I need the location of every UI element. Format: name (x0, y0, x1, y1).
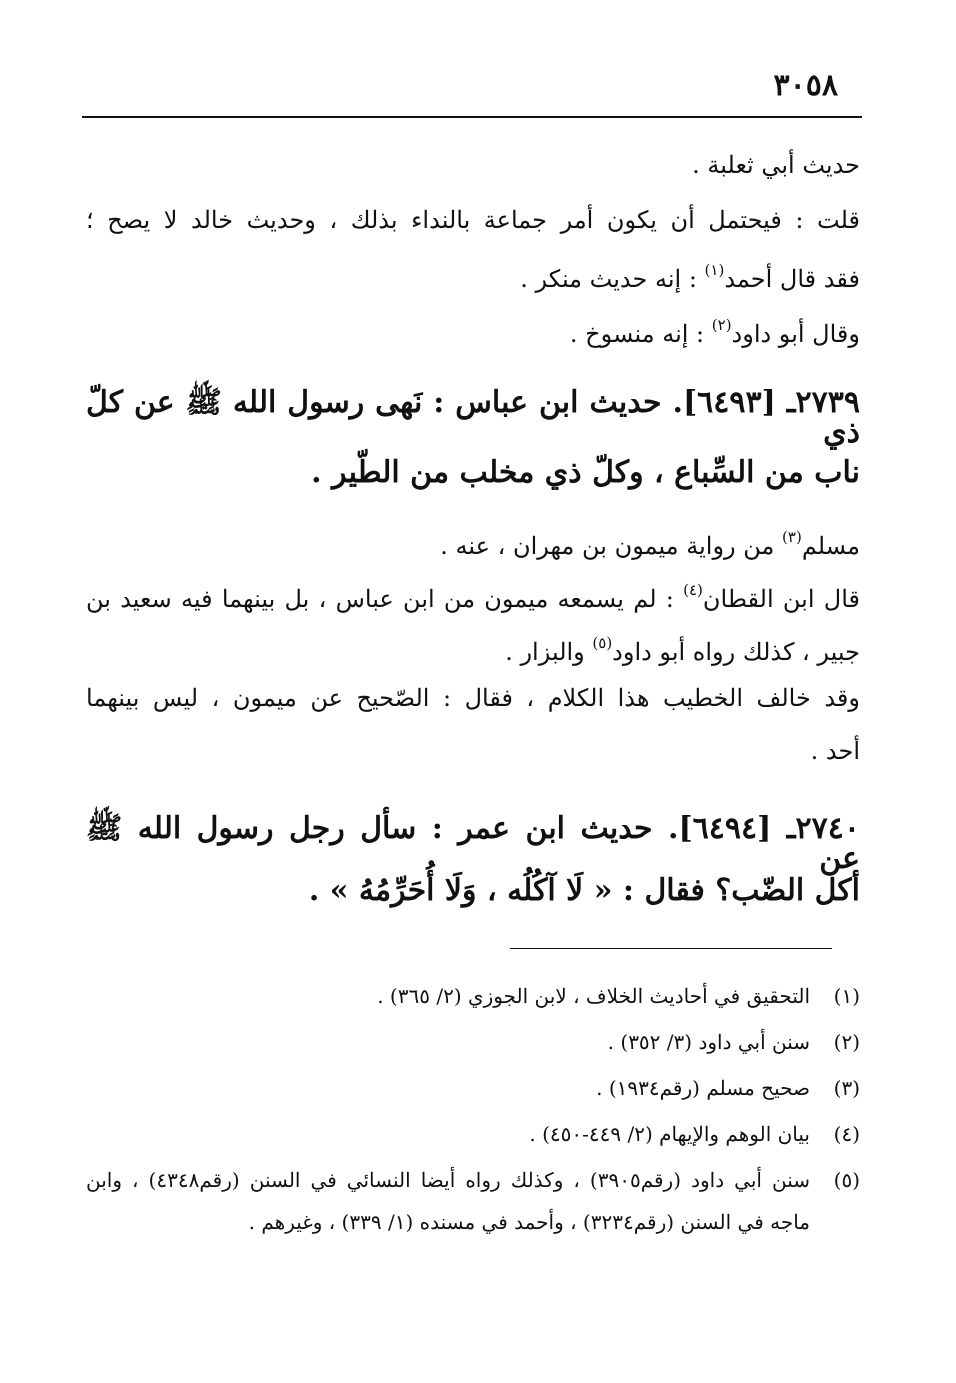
footnote-ref: (٥) (592, 634, 613, 652)
hadith-2740-line-2: أكل الضّب؟ فقال : « لَا آكُلُه ، وَلَا أُحَرِّمُهُ » . (308, 873, 860, 908)
text-segment: وقال أبو داود (731, 320, 860, 348)
hadith-2739-line-2: ناب من السِّباع ، وكلّ ذي مخلب من الطّير . (311, 455, 860, 490)
header-rule (82, 116, 862, 118)
footnote-ref: (٢) (711, 316, 732, 334)
text-segment: : إنه منسوخ . (569, 320, 712, 348)
footnote-4 (529, 1124, 860, 1144)
footnote-3 (596, 1078, 860, 1098)
text-segment: مسلم (801, 532, 860, 560)
footnote-separator (510, 948, 832, 949)
footnote-text: بيان الوهم والإيهام (٢/ ٤٤٩-٤٥٠) . (529, 1122, 810, 1146)
footnote-ref: (٤) (683, 581, 703, 599)
text-segment: : لم يسمعه ميمون من ابن عباس ، بل بينهما فيه سعيد بن (86, 585, 684, 613)
footnote-text: سنن أبي داود (٣/ ٣٥٢) . (607, 1030, 810, 1054)
footnote-number: (٢) (833, 1030, 860, 1054)
footnote-ref: (٣) (782, 528, 802, 546)
footnote-5-continuation: ماجه في السنن (رقم٣٢٣٤) ، وأحمد في مسنده (١/ ٣٣٩) ، وغيرهم . (248, 1210, 810, 1234)
commentary-line-3 (505, 636, 860, 664)
page-number: ٣٠٥٨ (773, 68, 838, 103)
footnote-5 (86, 1170, 860, 1190)
commentary-line-2 (86, 583, 860, 611)
footnote-2 (608, 1032, 860, 1052)
footnote-number: (٥) (833, 1168, 861, 1192)
footnote-text: سنن أبي داود (رقم٣٩٠٥) ، وكذلك رواه أيضا النسائي في السنن (رقم٤٣٤٨) ، وابن (86, 1168, 811, 1192)
body-line-1: حديث أبي ثعلبة . (692, 151, 860, 179)
text-segment: : إنه حديث منكر . (520, 265, 705, 293)
text-segment: جبير ، كذلك رواه أبو داود (612, 638, 860, 666)
footnote-text: صحيح مسلم (رقم١٩٣٤) . (596, 1076, 810, 1100)
commentary-line-5: أحد . (810, 737, 860, 765)
commentary-line-1 (440, 530, 860, 558)
text-segment: فقد قال أحمد (724, 265, 860, 293)
body-line-3 (520, 263, 860, 291)
footnote-number: (١) (833, 984, 860, 1008)
commentary-line-4: وقد خالف الخطيب هذا الكلام ، فقال : الصّحيح عن ميمون ، ليس بينهما (86, 684, 860, 712)
hadith-2740-line-1: ٢٧٤٠ـ [٦٤٩٤]. حديث ابن عمر : سأل رجل رسول الله ﷺ عن (86, 811, 860, 876)
footnote-text: التحقيق في أحاديث الخلاف ، لابن الجوزي (٢/ ٣٦٥) . (377, 984, 810, 1008)
hadith-2739-line-1: ٢٧٣٩ـ [٦٤٩٣]. حديث ابن عباس : نَهى رسول الله ﷺ عن كلّ ذي (86, 385, 860, 450)
text-segment: من رواية ميمون بن مهران ، عنه . (440, 532, 783, 560)
text-segment: والبزار . (505, 638, 593, 666)
body-line-2: قلت : فيحتمل أن يكون أمر جماعة بالنداء بذلك ، وحديث خالد لا يصح ؛ (86, 206, 860, 234)
text-segment: قال ابن القطان (702, 585, 860, 613)
footnote-number: (٤) (833, 1122, 860, 1146)
footnote-ref: (١) (704, 261, 725, 279)
body-line-4 (570, 318, 860, 346)
footnote-number: (٣) (833, 1076, 860, 1100)
footnote-1 (377, 986, 860, 1006)
